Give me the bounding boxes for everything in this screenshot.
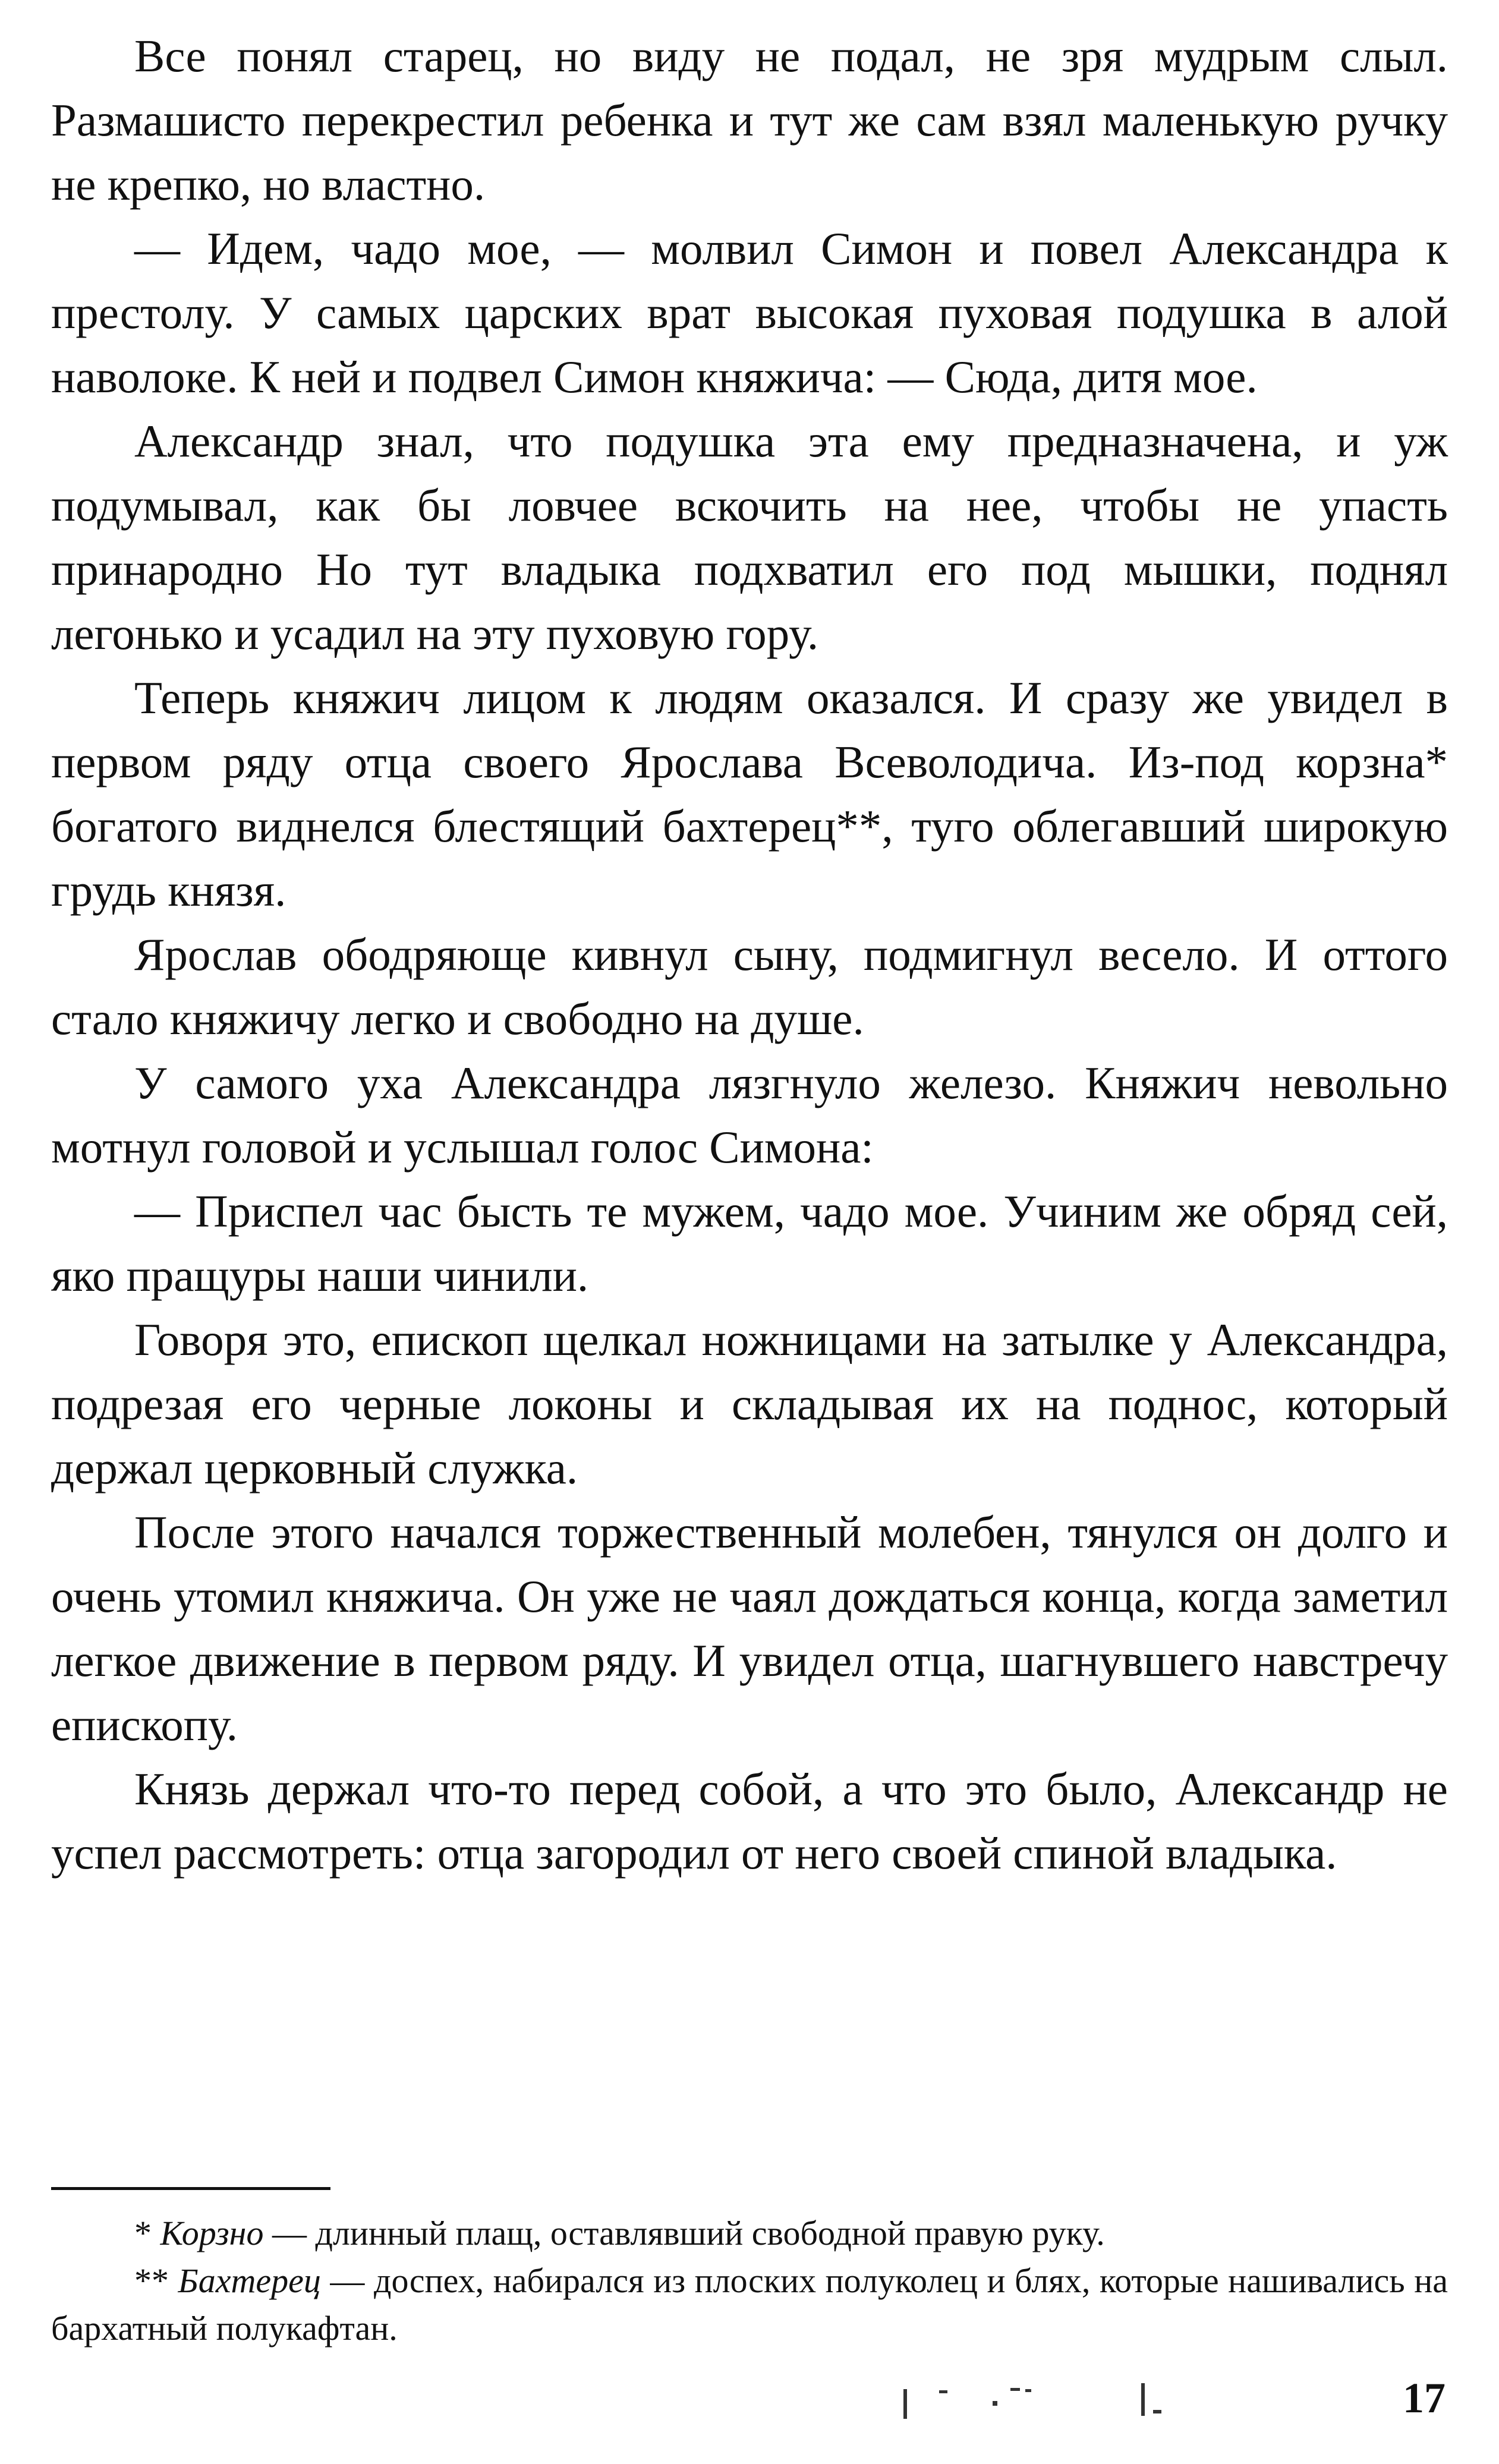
footnote-marker: * — [134, 2214, 152, 2252]
footnote-2 — [51, 2257, 1448, 2352]
paragraph-2: — Идем, чадо мое, — молвил Симон и повел Александра к престолу. У самых царских врат высокая пуховая подушка в алой наволоке. К ней и подвел Симон княжича: — Сюда, дитя мое. — [51, 223, 1448, 402]
scan-artifacts — [903, 2377, 1165, 2425]
page-number: 17 — [1403, 2374, 1446, 2422]
paragraph-10: Князь держал что-то перед собой, а что это было, Александр не успел рассмотреть: отца загородил от него своей спиной владыка. — [51, 1763, 1448, 1879]
paragraph-7: — Приспел час бысть те мужем, чадо мое. Учиним же обряд сей, яко пращуры наши чинили. — [51, 1186, 1448, 1301]
footnote-divider — [51, 2187, 330, 2190]
footnotes — [51, 2210, 1448, 2352]
paragraph-6: У самого уха Александра лязгнуло железо. Княжич невольно мотнул головой и услышал голос Симона: — [51, 1057, 1448, 1173]
paragraph-9: После этого начался торжественный молебен, тянулся он долго и очень утомил княжича. Он уже не чаял дождаться конца, когда заметил легкое движение в первом ряду. И увидел отца, шагнувшего навстречу епископу. — [51, 1507, 1448, 1750]
main-text — [51, 24, 1448, 1885]
footnote-marker: ** — [134, 2261, 169, 2300]
paragraph-1: Все понял старец, но виду не подал, не зря мудрым слыл. Размашисто перекрестил ребенка и тут же сам взял маленькую ручку не крепко, но властно. — [51, 30, 1448, 210]
footnote-term: Бахтерец — [178, 2261, 321, 2300]
paragraph-4: Теперь княжич лицом к людям оказался. И сразу же увидел в первом ряду отца своего Ярослава Всеволодича. Из-под корзна* богатого виднелся блестящий бахтерец**, туго облегавший широкую грудь князя. — [51, 672, 1448, 916]
paragraph-5: Ярослав ободряюще кивнул сыну, подмигнул весело. И оттого стало княжичу легко и свободно на душе. — [51, 929, 1448, 1044]
footnote-term: Корзно — [160, 2214, 264, 2252]
paragraph-8: Говоря это, епископ щелкал ножницами на затылке у Александра, подрезая его черные локоны и складывая их на поднос, который держал церковный служка. — [51, 1314, 1448, 1493]
footnote-1 — [51, 2210, 1448, 2257]
footnote-text: — доспех, набирался из плоских полуколец и блях, которые нашивались на бархатный полукафтан. — [51, 2261, 1448, 2348]
paragraph-3: Александр знал, что подушка эта ему предназначена, и уж подумывал, как бы ловчее вскочить на нее, чтобы не упасть принародно Но тут владыка подхватил его под мышки, поднял легонько и усадил на эту пуховую гору. — [51, 415, 1448, 659]
footnote-text: — длинный плащ, оставлявший свободной правую руку. — [263, 2214, 1105, 2252]
